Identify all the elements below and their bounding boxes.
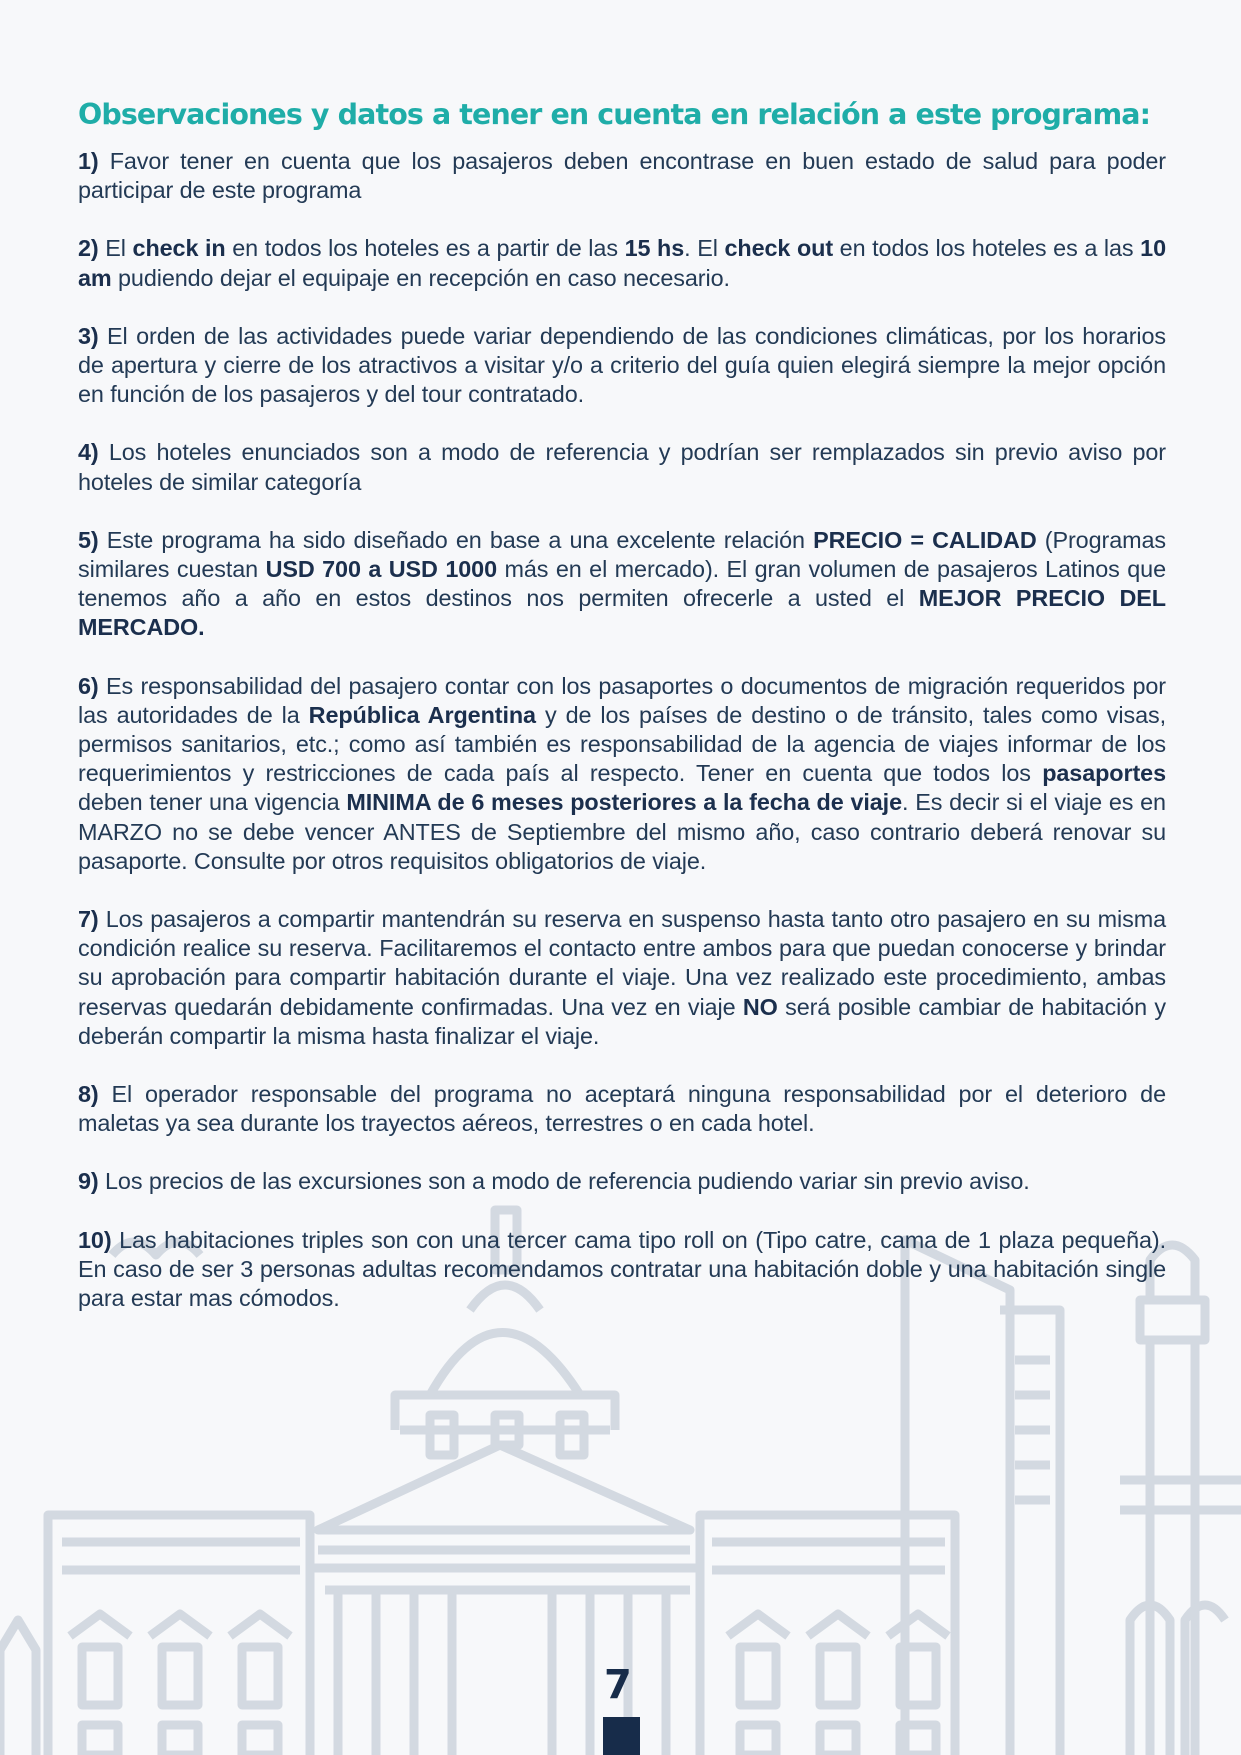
section-heading: Observaciones y datos a tener en cuenta en relación a este programa:	[78, 98, 1151, 131]
observation-2: 2) El check in en todos los hoteles es a partir de las 15 hs. El check out en todos los hoteles es a las 10 am pudiendo dejar el equipaje en recepción en caso necesario.	[78, 235, 1166, 291]
observation-4: 4) Los hoteles enunciados son a modo de referencia y podrían ser remplazados sin previo aviso por hoteles de similar categoría	[78, 439, 1166, 495]
page-tab-marker	[603, 1717, 640, 1755]
observation-9: 9) Los precios de las excursiones son a modo de referencia pudiendo variar sin previo aviso.	[78, 1168, 1030, 1195]
observations-section	[78, 98, 1166, 1342]
observation-3: 3) El orden de las actividades puede variar dependiendo de las condiciones climáticas, por los horarios de apertura y cierre de los atractivos a visitar y/o a criterio del guía quien elegirá siempre la mejor opción en función de los pasajeros y del tour contratado.	[78, 322, 1166, 408]
observation-7: 7) Los pasajeros a compartir mantendrán su reserva en suspenso hasta tanto otro pasajero en su misma condición realice su reserva. Facilitaremos el contacto entre ambos para que puedan conocerse y brindar su aprobación para compartir habitación durante el viaje. Una vez realizado este procedimiento, ambas reservas quedarán debidamente confirmadas. Una vez en viaje NO será posible cambiar de habitación y deberán compartir la misma hasta finalizar el viaje.	[78, 906, 1166, 1049]
observation-10: 10) Las habitaciones triples son con una tercer cama tipo roll on (Tipo catre, cama de 1 plaza pequeña). En caso de ser 3 personas adultas recomendamos contratar una habitación doble y una habitación single para estar mas cómodos.	[78, 1226, 1166, 1312]
observation-8: 8) El operador responsable del programa no aceptará ninguna responsabilidad por el deterioro de maletas ya sea durante los trayectos aéreos, terrestres o en cada hotel.	[78, 1081, 1166, 1137]
observation-5: 5) Este programa ha sido diseñado en base a una excelente relación PRECIO = CALIDAD (Programas similares cuestan USD 700 a USD 1000 más en el mercado). El gran volumen de pasajeros Latinos que tenemos año a año en estos destinos nos permiten ofrecerle a usted el MEJOR PRECIO DEL MERCADO.	[78, 526, 1166, 641]
observation-1: 1) Favor tener en cuenta que los pasajeros deben encontrase en buen estado de salud para poder participar de este programa	[78, 148, 1166, 204]
page-number: 7	[604, 1662, 632, 1708]
observation-6: 6) Es responsabilidad del pasajero contar con los pasaportes o documentos de migración requeridos por las autoridades de la República Argentina y de los países de destino o de tránsito, tales como visas, permisos sanitarios, etc.; como así también es responsabilidad de la agencia de viajes informar de los requerimientos y restricciones de cada país al respecto. Tener en cuenta que todos los pasaportes deben tener una vigencia MINIMA de 6 meses posteriores a la fecha de viaje. Es decir si el viaje es en MARZO no se debe vencer ANTES de Septiembre del mismo año, caso contrario deberá renovar su pasaporte. Consulte por otros requisitos obligatorios de viaje.	[78, 672, 1166, 874]
